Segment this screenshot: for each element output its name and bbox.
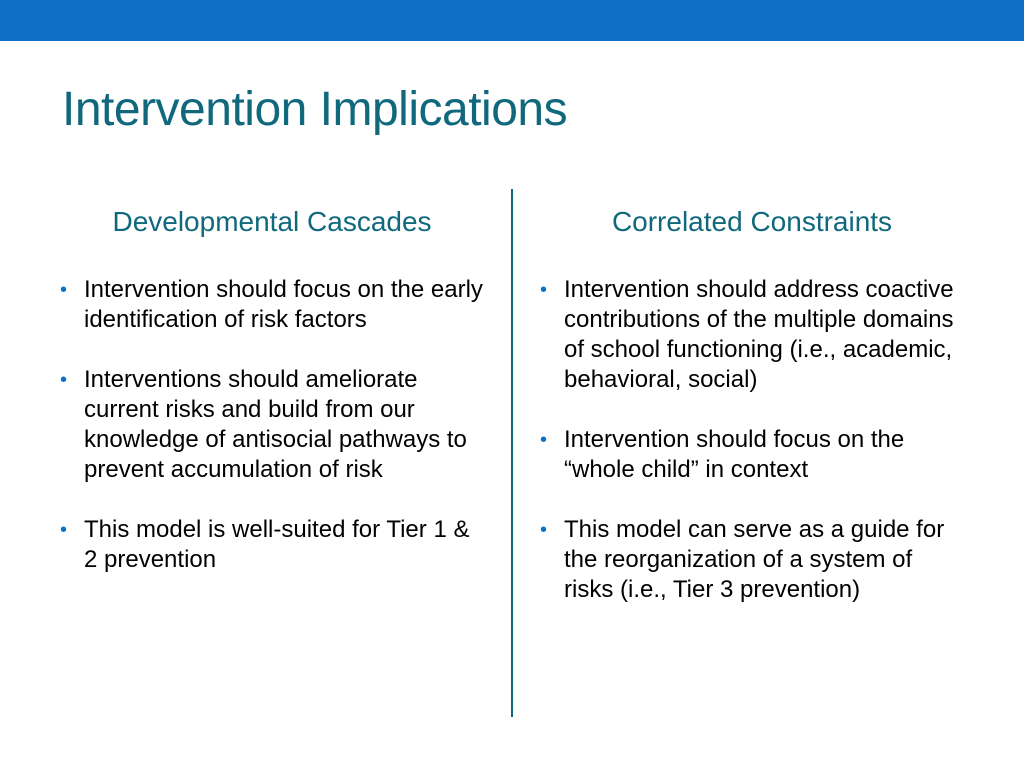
right-bullet-list [538, 275, 966, 605]
list-item [538, 275, 966, 395]
left-column [58, 205, 486, 605]
bullet-icon: • [540, 278, 548, 301]
bullet-text: Intervention should focus on the “whole child” in context [564, 425, 905, 483]
bullet-icon: • [60, 278, 68, 301]
slide-title: Intervention Implications [62, 83, 568, 136]
bullet-text: This model can serve as a guide for the reorganization of a system of risks (i.e., Tier 3 prevention) [564, 515, 945, 603]
bullet-text: Intervention should address coactive contributions of the multiple domains of school functioning (i.e., academic, behavioral, social) [564, 275, 954, 393]
column-divider [511, 189, 513, 717]
left-bullet-list [58, 275, 486, 575]
bullet-text: Intervention should focus on the early identification of risk factors [84, 275, 483, 333]
top-accent-bar [0, 0, 1024, 41]
bullet-icon: • [540, 428, 548, 451]
right-column-heading: Correlated Constraints [611, 206, 893, 237]
list-item [58, 365, 486, 485]
left-column-heading: Developmental Cascades [112, 206, 432, 237]
bullet-text: Interventions should ameliorate current risks and build from our knowledge of antisocial pathways to prevent accumulation of risk [84, 365, 467, 483]
bullet-icon: • [60, 518, 68, 541]
list-item [538, 515, 966, 605]
right-column [538, 205, 966, 635]
list-item [538, 425, 966, 485]
bullet-text: This model is well-suited for Tier 1 & 2 prevention [84, 515, 470, 573]
bullet-icon: • [540, 518, 548, 541]
list-item [58, 515, 486, 575]
list-item [58, 275, 486, 335]
bullet-icon: • [60, 368, 68, 391]
